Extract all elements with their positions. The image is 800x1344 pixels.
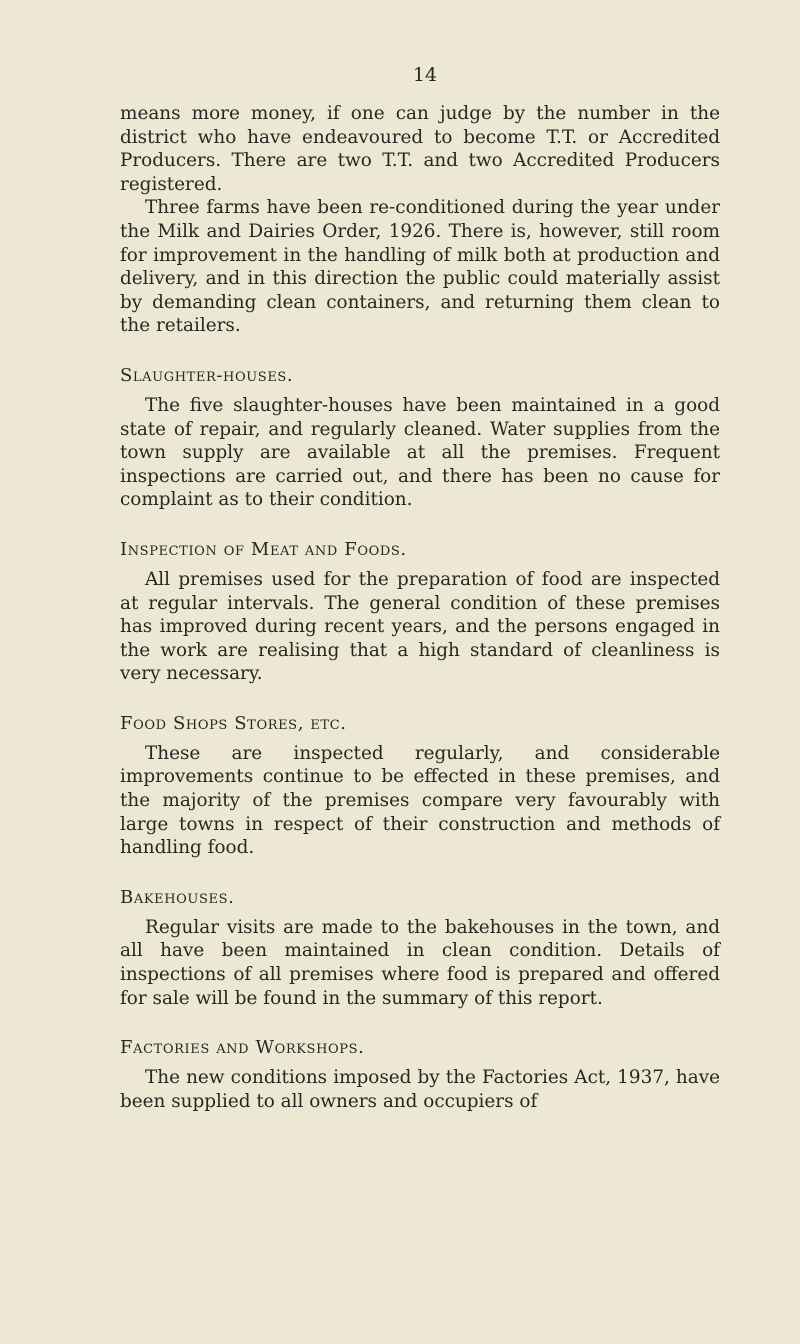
section-food-shops-stores <box>120 712 720 860</box>
section-factories-workshops <box>120 1036 720 1113</box>
section-heading: Food Shops Stores, etc. <box>120 712 347 734</box>
section-bakehouses <box>120 886 720 1010</box>
section-paragraph: All premises used for the preparation of food are inspected at regular intervals. The general condition of these premises has improved during recent years, and the persons engaged in the work are realising that a high standard of cleanliness is very necessary. <box>120 568 720 685</box>
section-heading: Slaughter-houses. <box>120 364 294 386</box>
intro-block <box>120 102 720 338</box>
section-paragraph: The new conditions imposed by the Factories Act, 1937, have been supplied to all owners and occupiers of <box>120 1067 720 1112</box>
page-number: 14 <box>412 64 438 86</box>
section-slaughter-houses <box>120 364 720 512</box>
section-paragraph: These are inspected regularly, and considerable improvements continue to be effected in these premises, and the majority of the premises compare very favourably with large towns in respect of their construction and methods of handling food. <box>120 742 720 859</box>
intro-paragraph-1: means more money, if one can judge by the number in the district who have endeavoured to become T.T. or Accredited Producers. There are two T.T. and two Accredited Producers registered. <box>120 103 720 195</box>
section-inspection-meat-foods <box>120 538 720 686</box>
section-paragraph: Regular visits are made to the bakehouses in the town, and all have been maintained in clean condition. Details of inspections of all premises where food is prepared and offered for sale will be found in the summary of this report. <box>120 916 720 1009</box>
section-heading: Inspection of Meat and Foods. <box>120 538 407 560</box>
section-paragraph: The five slaughter-houses have been maintained in a good state of repair, and regularly cleaned. Water supplies from the town supply are available at all the premises. Frequent inspections are carried out, and there has been no cause for complaint as to their condition. <box>120 394 720 511</box>
section-heading: Bakehouses. <box>120 886 235 908</box>
intro-paragraph-2: Three farms have been re-conditioned during the year under the Milk and Dairies Order, 1926. There is, however, still room for improvement in the handling of milk both at production and delivery, and in this direction the public could materially assist by demanding clean containers, and returning them clean to the retailers. <box>120 197 720 337</box>
section-heading: Factories and Workshops. <box>120 1037 365 1059</box>
